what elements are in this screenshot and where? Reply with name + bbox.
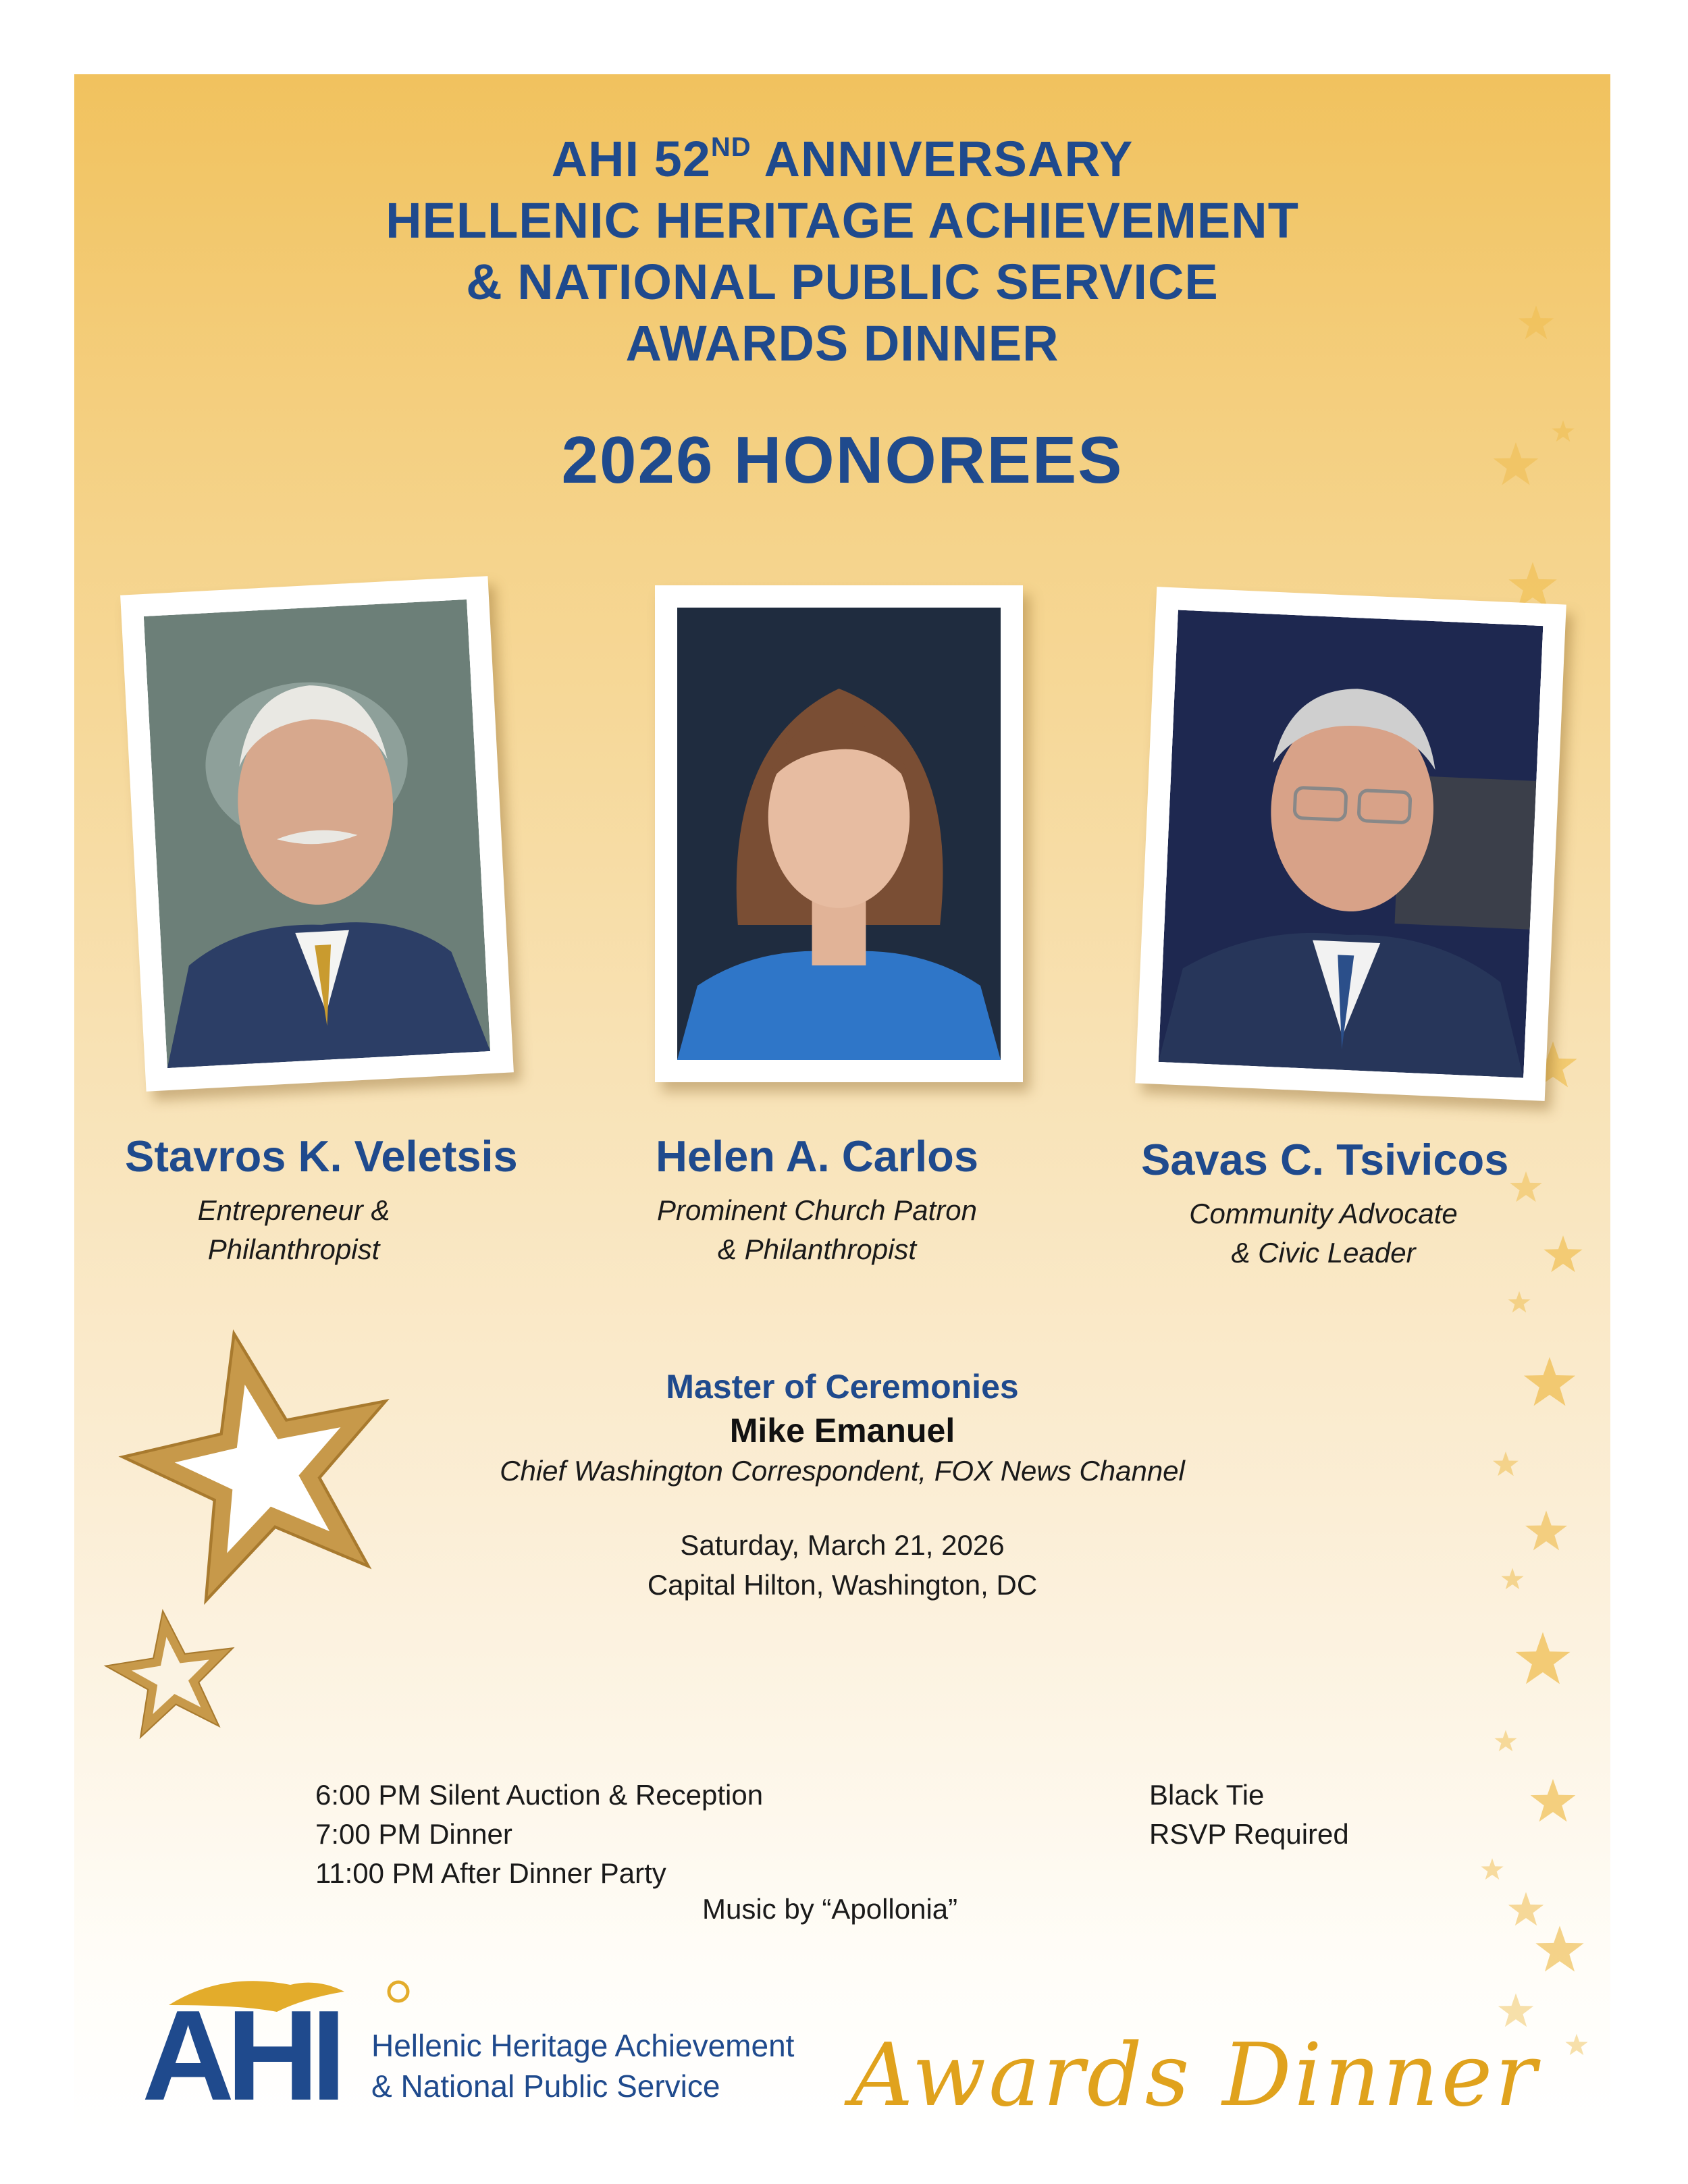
mc-role: Chief Washington Correspondent, FOX News Channel (500, 1455, 1185, 1487)
mc-label: Master of Ceremonies (666, 1368, 1019, 1406)
role-line-1: Community Advocate (1189, 1198, 1458, 1229)
honoree-2 (641, 1131, 993, 1269)
schedule (315, 1776, 763, 1893)
glitter-star-small-icon (101, 1607, 243, 1749)
org-line-1: Hellenic Heritage Achievement (371, 2028, 795, 2063)
schedule-item: 7:00 PM Dinner (315, 1818, 512, 1850)
honoree-name: Stavros K. Veletsis (125, 1131, 518, 1181)
dress-code: Black Tie (1149, 1779, 1265, 1811)
honoree-name: Savas C. Tsivicos (1141, 1135, 1509, 1184)
honoree-name: Helen A. Carlos (655, 1131, 978, 1181)
portrait-placeholder (1159, 610, 1544, 1078)
title-line-3: & NATIONAL PUBLIC SERVICE (466, 254, 1219, 310)
honoree-3 (1141, 1134, 1509, 1273)
logo-letters: AHI (142, 1984, 339, 2106)
event-notes (1149, 1776, 1349, 1854)
role-line-1: Prominent Church Patron (657, 1194, 977, 1226)
schedule-item: 6:00 PM Silent Auction & Reception (315, 1779, 764, 1811)
schedule-item: 11:00 PM After Dinner Party (315, 1857, 666, 1889)
event-venue: Capital Hilton, Washington, DC (647, 1569, 1038, 1601)
honoree-role (641, 1191, 993, 1269)
honoree-photo-2 (655, 585, 1023, 1082)
honoree-photo-3 (1135, 587, 1566, 1101)
honoree-1 (125, 1131, 518, 1269)
event-date: Saturday, March 21, 2026 (680, 1529, 1005, 1561)
honoree-photo-1 (120, 576, 514, 1092)
event-title (74, 128, 1610, 374)
role-line-2: & Philanthropist (717, 1233, 917, 1265)
rsvp-note: RSVP Required (1149, 1818, 1349, 1850)
role-line-2: & Civic Leader (1231, 1237, 1416, 1269)
title-line-2: HELLENIC HERITAGE ACHIEVEMENT (386, 192, 1299, 248)
honoree-role (1141, 1194, 1506, 1273)
honoree-role: Entrepreneur & Philanthropist (197, 1194, 390, 1265)
invitation-page (74, 74, 1610, 2133)
title-line-4: AWARDS DINNER (625, 315, 1059, 371)
mc-name: Mike Emanuel (729, 1412, 955, 1449)
music-credit: Music by “Apollonia” (702, 1893, 958, 1925)
org-line-2: & National Public Service (371, 2069, 720, 2104)
awards-dinner-script: Awards Dinner (851, 2025, 1539, 2126)
portrait-placeholder (677, 608, 1001, 1060)
title-line-anniversary: AHI 52ND ANNIVERSARY (551, 131, 1134, 187)
honorees-heading: 2026 HONOREES (561, 423, 1124, 497)
org-name (371, 2025, 794, 2106)
portrait-placeholder (144, 600, 490, 1068)
